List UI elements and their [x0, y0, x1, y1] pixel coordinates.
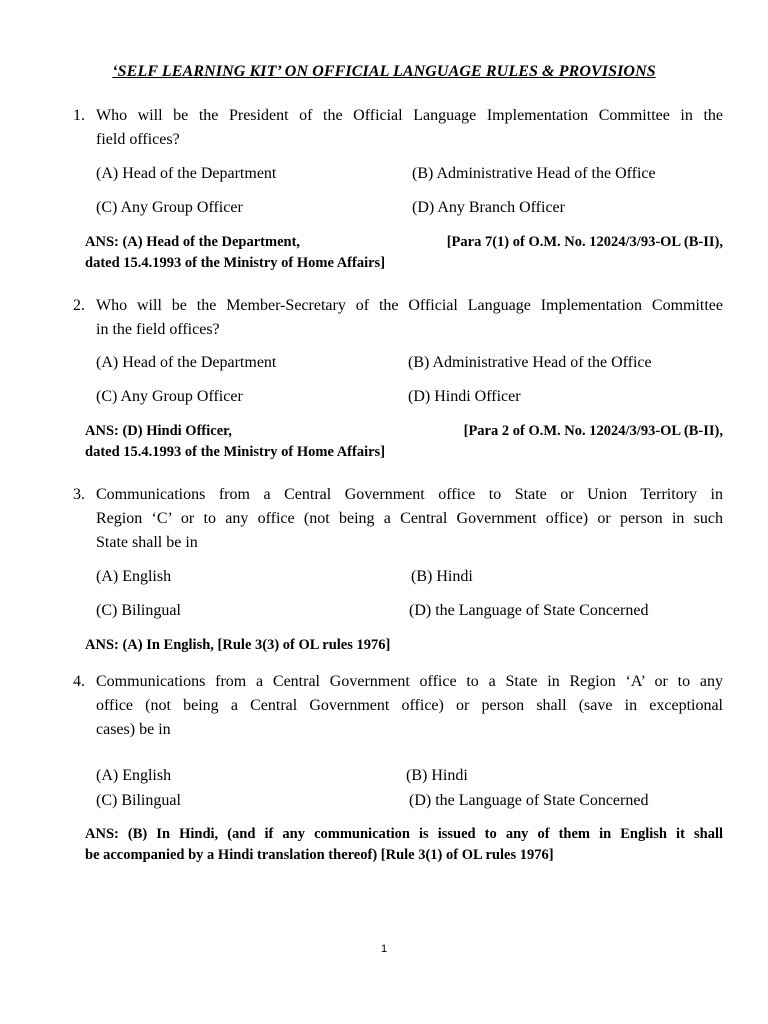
option-b: (B) Administrative Head of the Office [408, 354, 652, 371]
question-line: field offices? [96, 131, 180, 148]
option-b: (B) Hindi [406, 767, 468, 784]
answer-block [85, 635, 723, 656]
question-line: State shall be in [96, 534, 198, 551]
answer-reference: [Para 2 of O.M. No. 12024/3/93-OL (B-II), [463, 423, 723, 439]
option-d: (D) Any Branch Officer [412, 199, 565, 216]
option-b: (B) Administrative Head of the Office [412, 165, 656, 182]
question-line: Who will be the Member-Secretary of the Official Language Implementation Committee [96, 297, 723, 314]
option-a: (A) English [96, 568, 172, 585]
question-line: Who will be the President of the Official Language Implementation Committee in the [96, 107, 723, 124]
option-d: (D) Hindi Officer [408, 388, 521, 405]
answer-text: ANS: (B) In Hindi, (and if any communication is issued to any of them in English it shall [85, 826, 723, 842]
question-line: cases) be in [96, 721, 171, 738]
question-text [96, 670, 723, 742]
question-text [96, 483, 723, 555]
question-number: 4. [73, 673, 85, 690]
option-a: (A) Head of the Department [96, 165, 277, 182]
question-line: Communications from a Central Government office to a State in Region ‘A’ or to any [96, 673, 723, 690]
question-text [96, 104, 723, 152]
answer-text: ANS: (A) Head of the Department, [85, 234, 301, 250]
question-line: in the field offices? [96, 321, 220, 338]
option-a: (A) English [96, 767, 172, 784]
answer-block [85, 421, 723, 463]
option-c: (C) Bilingual [96, 792, 181, 809]
page-title: ‘SELF LEARNING KIT’ ON OFFICIAL LANGUAGE RULES & PROVISIONS [112, 63, 656, 80]
option-d: (D) the Language of State Concerned [409, 602, 649, 619]
question-number: 2. [73, 297, 85, 314]
answer-text: ANS: (A) In English, [Rule 3(3) of OL rules 1976] [85, 637, 391, 653]
answer-text: ANS: (D) Hindi Officer, [85, 423, 232, 439]
option-d: (D) the Language of State Concerned [409, 792, 649, 809]
option-c: (C) Any Group Officer [96, 199, 243, 216]
question-line: Communications from a Central Government office to State or Union Territory in [96, 486, 723, 503]
question-line: office (not being a Central Government office) or person shall (save in exceptional [96, 697, 723, 714]
answer-reference-cont: dated 15.4.1993 of the Ministry of Home Affairs] [85, 444, 386, 460]
question-number: 3. [73, 486, 85, 503]
answer-block [85, 232, 723, 274]
option-c: (C) Any Group Officer [96, 388, 243, 405]
question-line: Region ‘C’ or to any office (not being a Central Government office) or person in such [96, 510, 723, 527]
question-number: 1. [73, 107, 85, 124]
answer-reference: [Para 7(1) of O.M. No. 12024/3/93-OL (B-II), [446, 234, 723, 250]
answer-block [85, 824, 723, 866]
option-c: (C) Bilingual [96, 602, 181, 619]
option-b: (B) Hindi [411, 568, 473, 585]
answer-text-cont: be accompanied by a Hindi translation thereof) [Rule 3(1) of OL rules 1976] [85, 847, 554, 863]
question-text [96, 294, 723, 342]
option-a: (A) Head of the Department [96, 354, 277, 371]
page-number: 1 [380, 943, 388, 955]
answer-reference-cont: dated 15.4.1993 of the Ministry of Home Affairs] [85, 255, 386, 271]
